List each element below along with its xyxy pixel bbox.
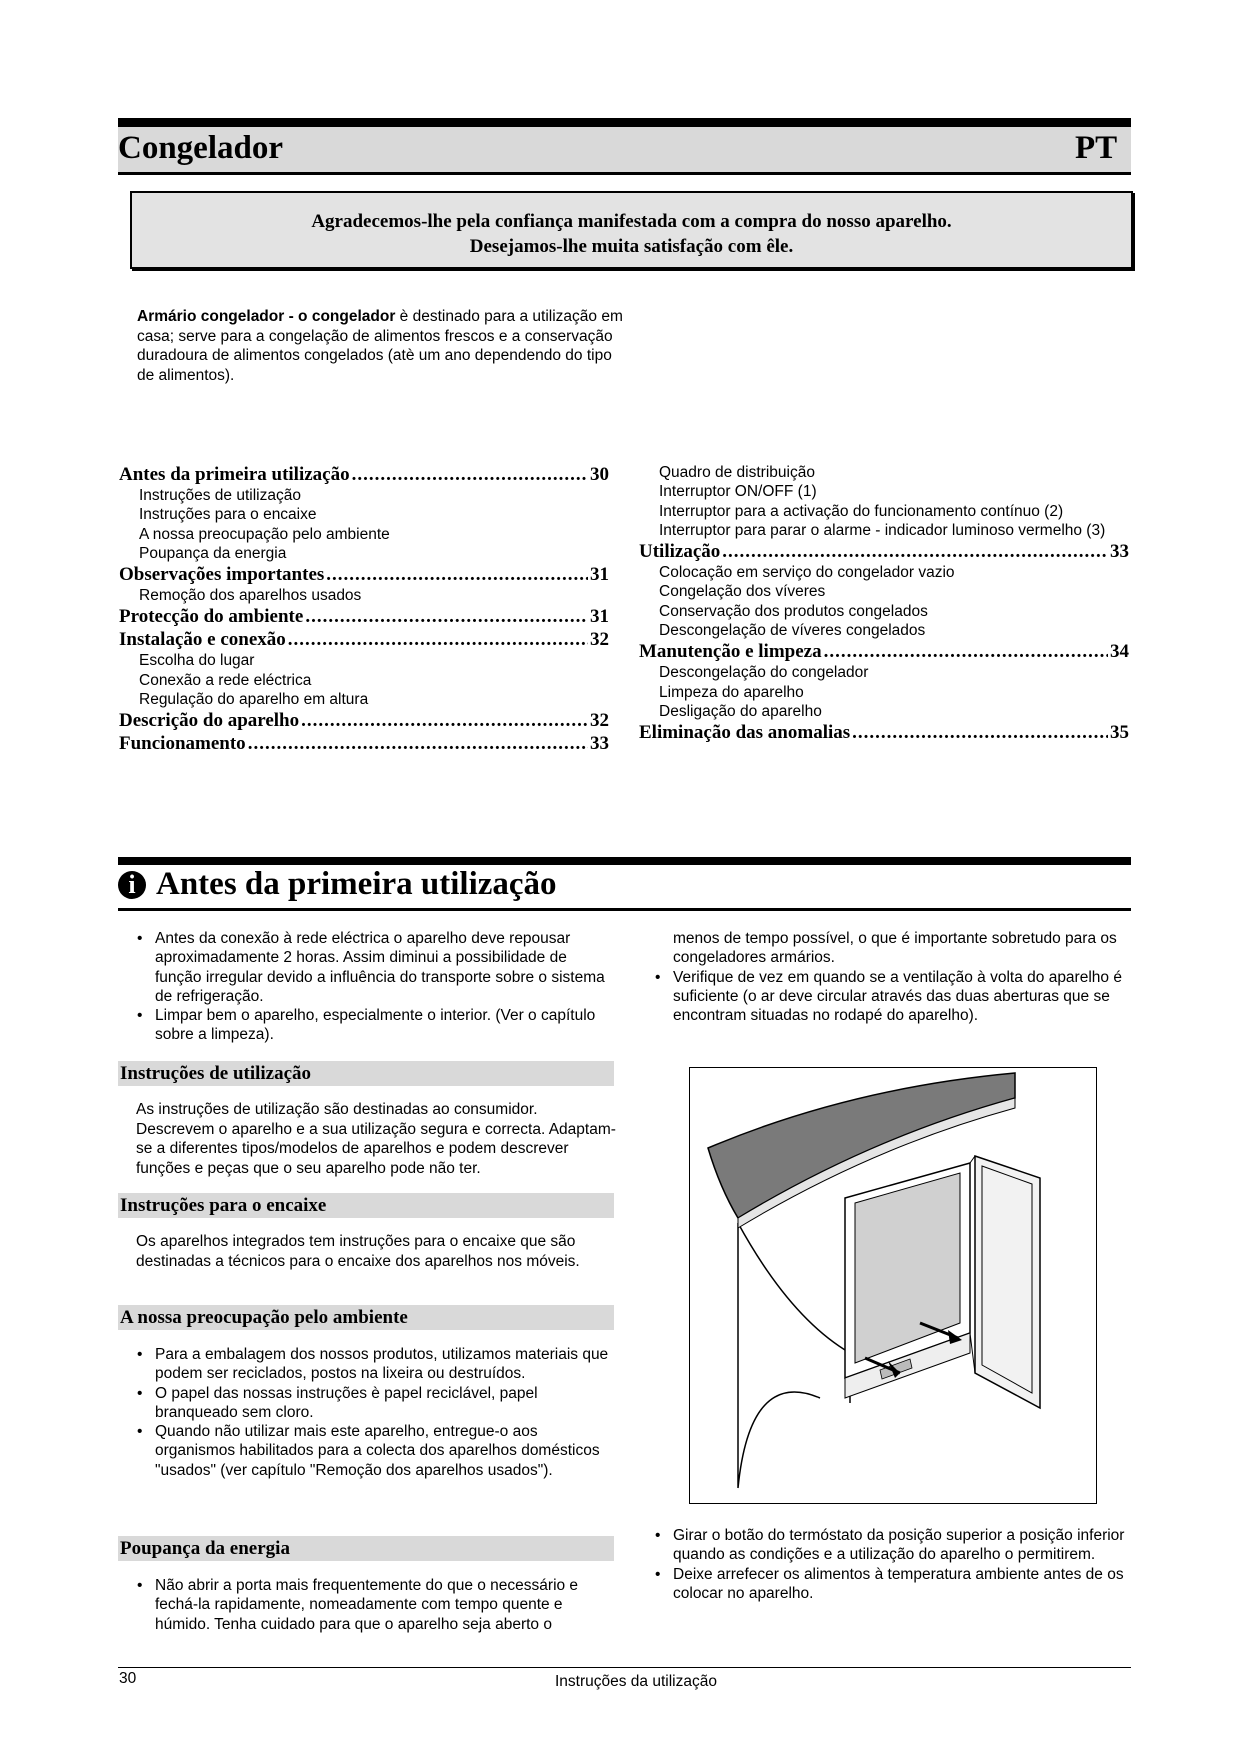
toc-entry-title: Funcionamento [119,733,246,755]
list-item: • Para a embalagem dos nossos produtos, utilizamos materiais que podem ser reciclados, postos na lixeira ou destruídos. [137,1345,612,1384]
freezer-illustration [689,1067,1097,1504]
toc-subentry: Limpeza do aparelho [659,683,804,701]
thanks-box [130,191,1133,269]
environment-bullets [137,1345,612,1480]
right-bottom-bullets [655,1526,1125,1603]
subhead-energy-saving: Poupança da energia [118,1536,614,1561]
toc-entry-title: Observações importantes [119,564,325,586]
toc-leader-dots [288,628,588,651]
toc-entry-page: 31 [590,564,609,586]
list-item: • Verifique de vez em quando se a ventilação à volta do aparelho é suficiente (o ar deve circular através das duas aberturas que se encontram situadas no rodapé do aparelho). [655,968,1125,1026]
list-item: • Quando não utilizar mais este aparelho, entregue-o aos organismos habilitados para a colecta dos aparelhos domésticos "usados" (ver capítulo "Remoção dos aparelhos usados"). [137,1422,612,1480]
subhead-environment: A nossa preocupação pelo ambiente [118,1305,614,1330]
toc-entry [119,709,609,732]
intro-bold: Armário congelador - o congelador [137,308,396,325]
list-item: • Deixe arrefecer os alimentos à temperatura ambiente antes de os colocar no aparelho. [655,1565,1125,1604]
toc-entry [119,563,609,586]
energy-saving-bullets [137,1576,612,1634]
toc-entry-page: 32 [590,710,609,732]
toc-entry-title: Eliminação das anomalias [639,722,851,744]
toc-subentry: Desligação do aparelho [659,702,822,720]
toc-entry-title: Descrição do aparelho [119,710,300,732]
toc-subentry: Instruções para o encaixe [139,506,317,524]
toc-leader-dots [852,721,1108,744]
toc-subentry: Instruções de utilização [139,487,301,504]
built-in-freezer-drawing [690,1068,1096,1503]
toc-subentry: Regulação do aparelho em altura [139,691,369,709]
footer-title: Instruções da utilização [555,1673,717,1690]
toc-subentry: Poupança da energia [139,544,287,562]
toc-entry [639,640,1129,663]
thanks-line-1: Agradecemos-lhe pela confiança manifestada com a compra do nosso aparelho. [311,211,952,232]
toc-leader-dots [305,605,588,628]
toc-entry [639,721,1129,744]
language-code: PT [1075,130,1118,166]
toc-entry [119,463,609,486]
intro-rest: è destinado para a utilização em casa; serve para a congelação de alimentos frescos e a conservação duradoura de alimentos congelados (atè um ano dependendo do tipo de alimentos). [137,308,623,384]
page-number: 30 [119,1670,137,1687]
toc-entry-page: 33 [1110,541,1129,563]
list-item: • Limpar bem o aparelho, especialmente o interior. (Ver o capítulo sobre a limpeza). [137,1006,612,1045]
toc-left-column [119,463,609,755]
right-top-text [655,929,1125,1025]
toc-entry-page: 34 [1110,641,1129,663]
list-item: • Não abrir a porta mais frequentemente do que o necessário e fechá-la rapidamente, nomeadamente com tempo quente e húmido. Tenha cuidado para que o aparelho seja aberto o [137,1576,612,1634]
toc-entry-page: 31 [590,606,609,628]
section-title [118,866,557,903]
toc-entry [119,605,609,628]
toc-subentry: Interruptor ON/OFF (1) [659,483,817,501]
list-item: • O papel das nossas instruções è papel reciclável, papel branqueado sem cloro. [137,1384,612,1423]
toc-leader-dots [326,563,588,586]
toc-subentry: Interruptor para a activação do funcionamento contínuo (2) [659,502,1064,520]
toc-leader-dots [352,463,588,486]
intro-paragraph [137,307,627,385]
toc-leader-dots [722,540,1108,563]
toc-leader-dots [301,709,588,732]
toc-subentry: Conservação dos produtos congelados [659,602,928,620]
toc-entry [119,628,609,651]
fitting-instructions-text: Os aparelhos integrados tem instruções para o encaixe que são destinadas a técnicos para o encaixe dos aparelhos nos móveis. [136,1233,580,1270]
section-title-text: Antes da primeira utilização [156,866,557,902]
toc-entry [119,732,609,755]
toc-entry-title: Manutenção e limpeza [639,641,822,663]
toc-entry-title: Instalação e conexão [119,629,286,651]
toc-entry-page: 32 [590,629,609,651]
toc-entry-page: 33 [590,733,609,755]
toc-entry-page: 30 [590,464,609,485]
info-icon: i [118,871,146,899]
toc-entry-title: Protecção do ambiente [119,606,304,628]
thanks-line-2: Desejamos-lhe muita satisfação com êle. [469,236,794,257]
header-top-rule [118,118,1131,127]
toc-subentry: Escolha do lugar [139,652,255,670]
toc-subentry: Descongelação de víveres congelados [659,622,926,640]
continued-text: menos de tempo possível, o que é importante sobretudo para os congeladores armários. [673,930,1117,967]
toc-right-column [639,463,1129,744]
toc-subentry: Interruptor para parar o alarme - indicador luminoso vermelho (3) [659,521,1106,539]
list-item: • Antes da conexão à rede eléctrica o aparelho deve repousar aproximadamente 2 horas. Assim diminui a possibilidade de função irregular devido a influência do transporte sobre o sistema de refrigeração. [137,929,612,1006]
list-item: • Girar o botão do termóstato da posição superior a posição inferior quando as condições e a utilização do aparelho o permitirem. [655,1526,1125,1565]
toc-leader-dots [248,732,588,755]
toc-leader-dots [824,640,1108,663]
toc-subentry: A nossa preocupação pelo ambiente [139,525,390,543]
toc-subentry: Congelação dos víveres [659,583,826,601]
section-underline [118,908,1131,911]
section-top-rule [118,857,1131,865]
footer-rule [118,1667,1131,1668]
subhead-usage-instructions: Instruções de utilização [118,1061,614,1086]
toc-subentry: Descongelação do congelador [659,664,869,682]
toc-subentry: Remoção dos aparelhos usados [139,587,362,605]
usage-instructions-text: As instruções de utilização são destinadas ao consumidor. Descrevem o aparelho e a sua utilização segura e correcta. Adaptam-se a diferentes tipos/modelos de aparelhos e podem descrever funções e peças que o seu aparelho pode não ter. [136,1101,616,1177]
toc-subentry: Conexão a rede eléctrica [139,671,312,689]
subhead-fitting-instructions: Instruções para o encaixe [118,1193,614,1218]
left-intro-bullets [137,929,612,1045]
toc-entry-title: Antes da primeira utilização [119,464,350,485]
page-title: Congelador [118,130,283,166]
toc-subentry: Colocação em serviço do congelador vazio [659,564,955,582]
toc-subentry: Quadro de distribuição [659,464,815,481]
toc-entry [639,540,1129,563]
toc-entry-title: Utilização [639,541,721,563]
toc-entry-page: 35 [1110,722,1129,744]
